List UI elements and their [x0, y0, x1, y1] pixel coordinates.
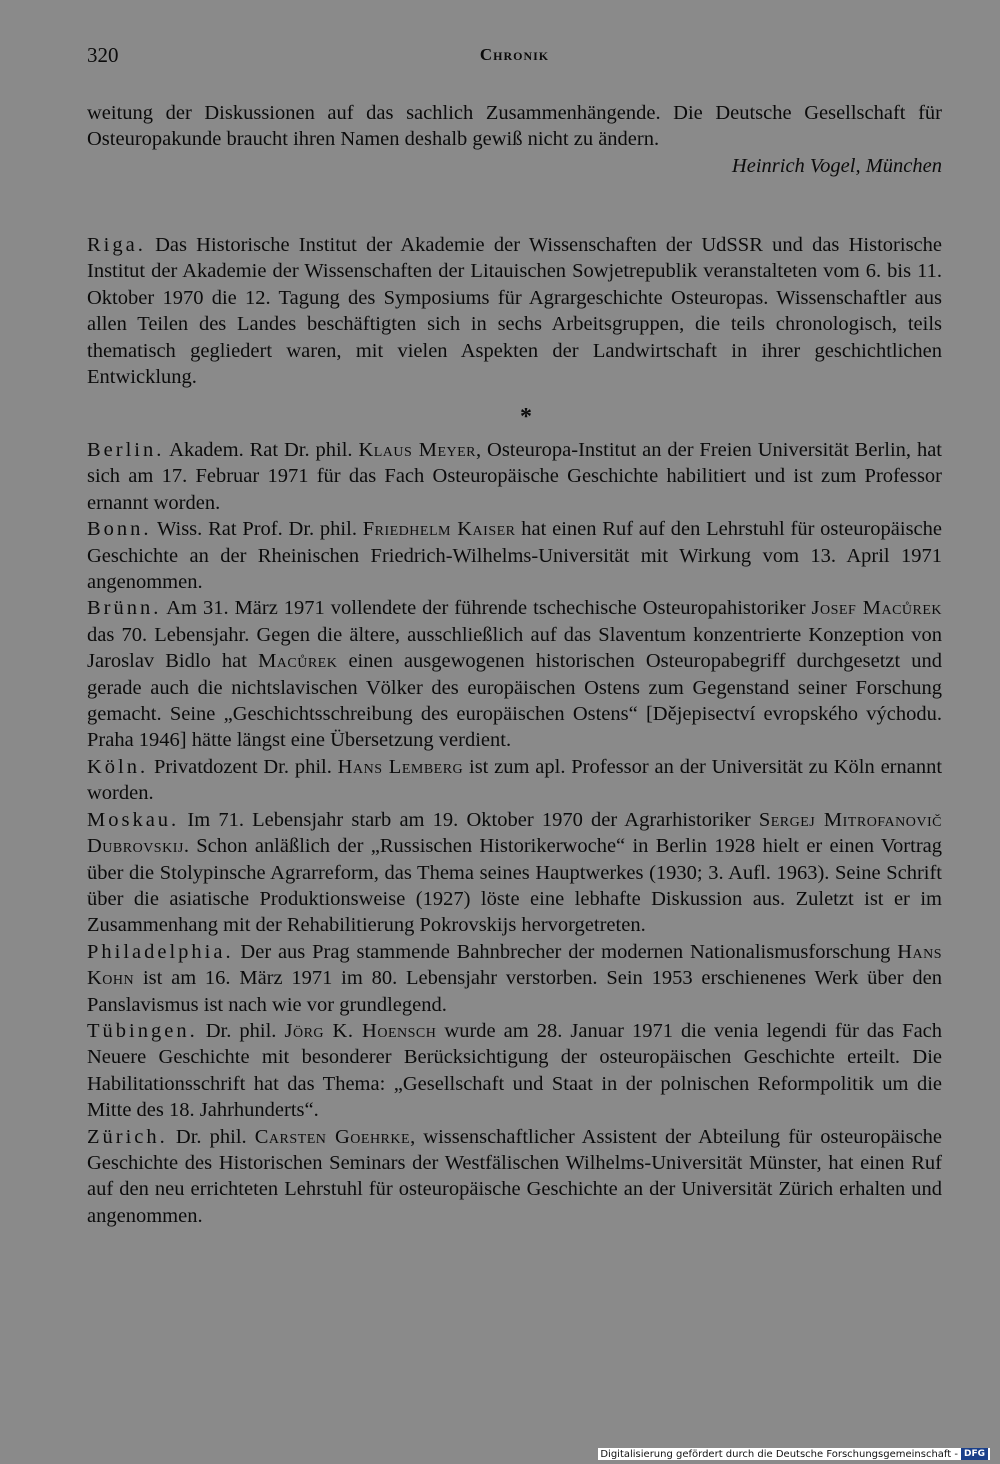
note-text: das 70. Lebensjahr. Gegen die ältere, ausschließlich auf das Slaventum konzentrierte Konzeption von Jaroslav Bidlo hat [87, 623, 942, 673]
intro-paragraph: weitung der Diskussionen auf das sachlich Zusammenhängende. Die Deutsche Gesellschaft für Osteuropakunde braucht ihren Namen deshalb gewiß nicht zu ändern. [87, 102, 942, 151]
page-number: 320 [87, 43, 119, 67]
note-text: Dr. phil. [205, 1019, 277, 1042]
note-text: Wiss. Rat Prof. Dr. phil. [156, 518, 357, 541]
riga-section [87, 232, 942, 390]
place-name: Berlin. [87, 439, 165, 461]
place-name: Bonn. [87, 518, 152, 541]
note-text: ist am 16. März 1971 im 80. Lebensjahr verstorben. Sein 1953 erschienenes Werk über den Panslavismus ist nach wie vor grundlegend. [87, 967, 943, 1016]
person-name: Friedhelm Kaiser [362, 518, 516, 541]
note-koeln [87, 754, 942, 807]
note-text: , Osteuropa-Institut an der Freien Universität Berlin, hat sich am 17. Februar 1971 für das Fach Osteuropäische Geschichte habilitiert und ist zum Professor ernannt worden. [87, 439, 942, 514]
note-bruenn [87, 595, 942, 753]
riga-text: Das Historische Institut der Akademie der Wissenschaften der UdSSR und das Historische Institut der Akademie der Wissenschaften der Litauischen Sowjetrepublik veranstalteten vom 6. bis 11. Oktober 1970 die 12. Tagung des Symposiums für Agrargeschichte Osteuropas. Wissenschaftler aus allen Teilen des Landes beschäftigten sich in sechs Arbeitsgruppen, die teils chronologisch, teils thematisch gegliedert waren, mit vielen Aspekten der Landwirtschaft in ihrer geschichtlichen Entwicklung. [87, 234, 942, 389]
running-title: Chronik [479, 45, 550, 64]
person-name: Jörg K. Hoensch [284, 1019, 437, 1042]
note-berlin [87, 437, 942, 516]
footer-text: Digitalisierung gefördert durch die Deutsche Forschungsgemeinschaft - [600, 1448, 958, 1460]
place-name: Riga. [87, 234, 146, 256]
place-name: Brünn. [87, 597, 162, 620]
page-header [87, 43, 942, 73]
note-text: Am 31. März 1971 vollendete der führende tschechische Osteuropahistoriker [166, 597, 806, 620]
person-name: Sergej Mitrofanovič Dubrovskij [87, 808, 942, 858]
section-separator: * [520, 404, 532, 430]
note-text: Im 71. Lebensjahr starb am 19. Oktober 1970 der Agrarhistoriker [187, 808, 751, 831]
person-name: Carsten Goehrke [254, 1125, 411, 1148]
note-text: einen ausgewogenen historischen Osteuropabegriff durchgesetzt und gerade auch die nichtslavischen Völker des europäischen Ostens zum Gegenstand seiner Forschung gemacht. Seine „Geschichtsschreibung des europäischen Ostens“ [Dějepisectví evropského východu. Praha 1946] hätte längst eine Übersetzung verdient. [87, 650, 943, 752]
note-text: Dr. phil. [175, 1125, 247, 1148]
note-text: , wissenschaftlicher Assistent der Abteilung für osteuropäische Geschichte des Historischen Seminars der Westfälischen Wilhelms-Universität Münster, hat einen Ruf auf den neu errichteten Lehrstuhl für osteuropäische Geschichte an der Universität Zürich erhalten und angenommen. [87, 1125, 943, 1227]
note-text: . Schon anläßlich der „Russischen Historikerwoche“ in Berlin 1928 hielt er einen Vortrag über die Stolypinsche Agrarreform, das Thema seines Hauptwerkes (1930; 3. Aufl. 1963). Seine Schrift über die asiatische Produktionsweise (1927) löste eine lebhafte Diskussion aus. Zuletzt ist er im Zusammenhang mit der Rehabilitierung Pokrovskijs hervorgetreten. [87, 835, 942, 937]
intro-section [87, 100, 942, 179]
place-name: Zürich. [87, 1125, 168, 1148]
author-signature: Heinrich Vogel, München [731, 154, 942, 177]
note-text: ist zum apl. Professor an der Universität zu Köln ernannt worden. [87, 755, 943, 805]
note-text: Der aus Prag stammende Bahnbrecher der modernen Nationalismusforschung [240, 940, 891, 963]
note-moskau [87, 807, 942, 939]
note-bonn [87, 516, 942, 595]
note-text: hat einen Ruf auf den Lehrstuhl für osteuropäische Geschichte an der Rheinischen Friedrich-Wilhelms-Universität mit Wirkung vom 13. April 1971 angenommen. [87, 518, 942, 594]
person-name: Macůrek [258, 650, 338, 673]
note-philadelphia [87, 939, 942, 1018]
digitization-footer [598, 1448, 990, 1460]
note-text: Privatdozent Dr. phil. [153, 755, 332, 778]
place-name: Köln. [87, 755, 149, 778]
note-text: Akadem. Rat Dr. phil. [169, 439, 353, 461]
person-name: Josef Macůrek [811, 597, 943, 620]
person-name: Hans Lemberg [337, 755, 464, 778]
place-name: Tübingen. [87, 1019, 198, 1042]
person-name: Klaus Meyer [358, 439, 476, 461]
note-text: wurde am 28. Januar 1971 die venia legendi für das Fach Neuere Geschichte mit besonderer Berücksichtigung der osteuropäischen Geschichte erteilt. Die Habilitationsschrift hat das Thema: „Gesellschaft und Staat in der polnischen Reformpolitik um die Mitte des 18. Jahrhunderts“. [87, 1019, 943, 1122]
personal-notes [87, 437, 942, 1229]
note-tuebingen [87, 1018, 942, 1124]
person-name: Hans Kohn [87, 940, 942, 990]
place-name: Moskau. [87, 808, 180, 831]
riga-paragraph [87, 232, 942, 390]
place-name: Philadelphia. [87, 940, 234, 963]
note-zuerich [87, 1124, 942, 1230]
dfg-logo-icon: DFG [961, 1448, 988, 1460]
